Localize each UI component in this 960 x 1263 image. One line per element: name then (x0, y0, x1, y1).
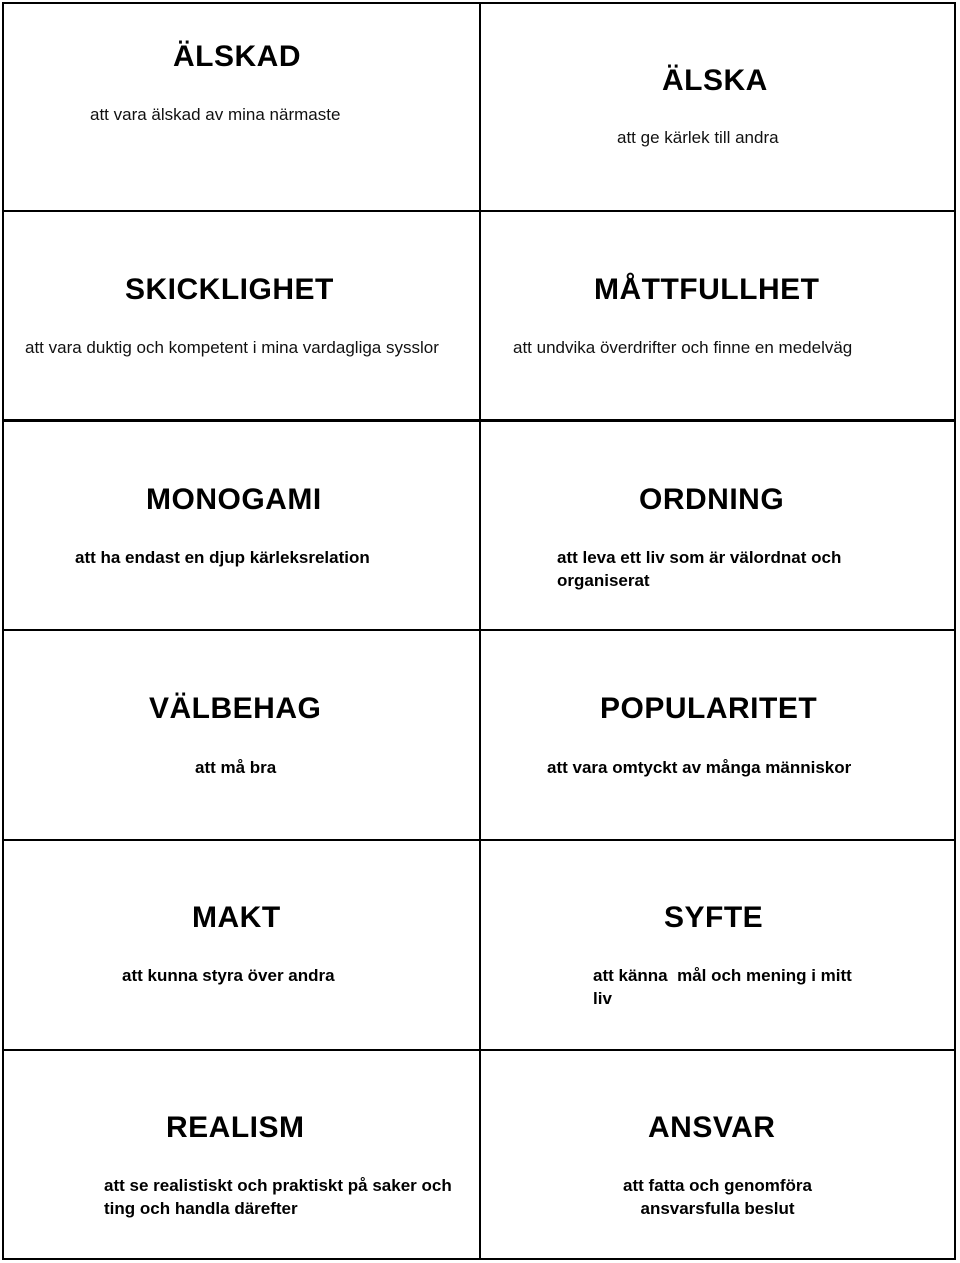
card-title: MONOGAMI (146, 483, 322, 516)
row-divider (2, 1049, 956, 1051)
row-divider (2, 839, 956, 841)
card-title: ÄLSKAD (173, 40, 301, 73)
card-title: ORDNING (639, 483, 785, 516)
card-title: SKICKLIGHET (125, 273, 334, 306)
card-title: MÅTTFULLHET (594, 273, 820, 306)
card-description: att må bra (195, 758, 277, 777)
card-title: REALISM (166, 1111, 305, 1144)
card-title: SYFTE (664, 901, 764, 934)
card-title: VÄLBEHAG (149, 692, 322, 725)
card-title: MAKT (192, 901, 281, 934)
card-description: att fatta och genomföra ansvarsfulla beslut (623, 1176, 812, 1218)
card-description: att känna mål och mening i mitt liv (593, 966, 857, 1008)
card-description: att vara omtyckt av många människor (547, 758, 852, 777)
card-description: att vara älskad av mina närmaste (90, 105, 341, 124)
card-title: ANSVAR (648, 1111, 776, 1144)
column-divider (479, 2, 481, 1260)
card-description: att leva ett liv som är välordnat och organiserat (557, 548, 842, 590)
card-description: att ge kärlek till andra (617, 128, 779, 147)
card-description: att kunna styra över andra (122, 966, 335, 985)
row-divider (2, 210, 956, 212)
card-description: att ha endast en djup kärleksrelation (75, 548, 370, 567)
card-description: att undvika överdrifter och finne en medelväg (513, 338, 853, 357)
row-divider (2, 419, 956, 422)
card-description: att vara duktig och kompetent i mina vardagliga sysslor (25, 338, 439, 357)
card-title: POPULARITET (600, 692, 818, 725)
card-title: ÄLSKA (662, 64, 768, 97)
row-divider (2, 629, 956, 631)
card-description: att se realistiskt och praktiskt på saker och ting och handla därefter (104, 1176, 452, 1218)
